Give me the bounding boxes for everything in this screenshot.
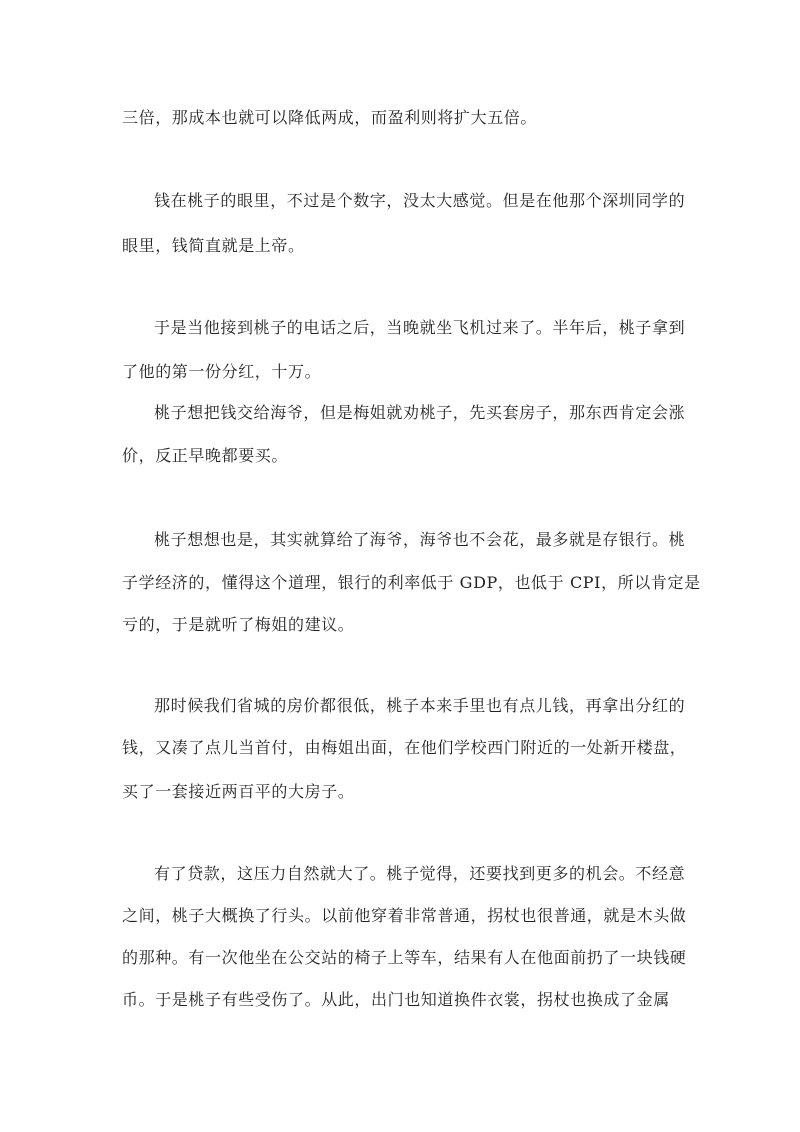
text-line: 价，反正早晚都要买。 [122,446,289,465]
text-line: 于是当他接到桃子的电话之后，当晚就坐飞机过来了。半年后，桃子拿到 [154,318,686,337]
text-line: 了他的第一份分红，十万。 [122,362,322,381]
text-line: 之间，桃子大概换了行头。以前他穿着非常普通，拐杖也很普通，就是木头做 [122,906,687,925]
text-line: 钱在桃子的眼里，不过是个数字，没太大感觉。但是在他那个深圳同学的 [154,191,686,210]
text-line: 有了贷款，这压力自然就大了。桃子觉得，还要找到更多的机会。不经意 [154,864,686,883]
text-line: 钱，又凑了点儿当首付，由梅姐出面，在他们学校西门附近的一处新开楼盘， [122,738,687,757]
text-line: 子学经济的，懂得这个道理，银行的利率低于 GDP，也低于 CPI，所以肯定是 [122,573,701,592]
text-line: 币。于是桃子有些受伤了。从此，出门也知道换件衣裳，拐杖也换成了金属 [122,990,670,1009]
text-line: 那时候我们省城的房价都很低，桃子本来手里也有点儿钱，再拿出分红的 [154,696,686,715]
text-line: 桃子想把钱交给海爷，但是梅姐就劝桃子，先买套房子，那东西肯定会涨 [154,403,686,422]
text-line: 眼里，钱简直就是上帝。 [122,236,305,255]
text-line: 三倍，那成本也就可以降低两成，而盈利则将扩大五倍。 [122,108,538,127]
text-line: 的那种。有一次他坐在公交站的椅子上等车，结果有人在他面前扔了一块钱硬 [122,948,687,967]
text-line: 买了一套接近两百平的大房子。 [122,782,355,801]
text-line: 桃子想想也是，其实就算给了海爷，海爷也不会花，最多就是存银行。桃 [154,530,686,549]
text-line: 亏的，于是就听了梅姐的建议。 [122,615,355,634]
